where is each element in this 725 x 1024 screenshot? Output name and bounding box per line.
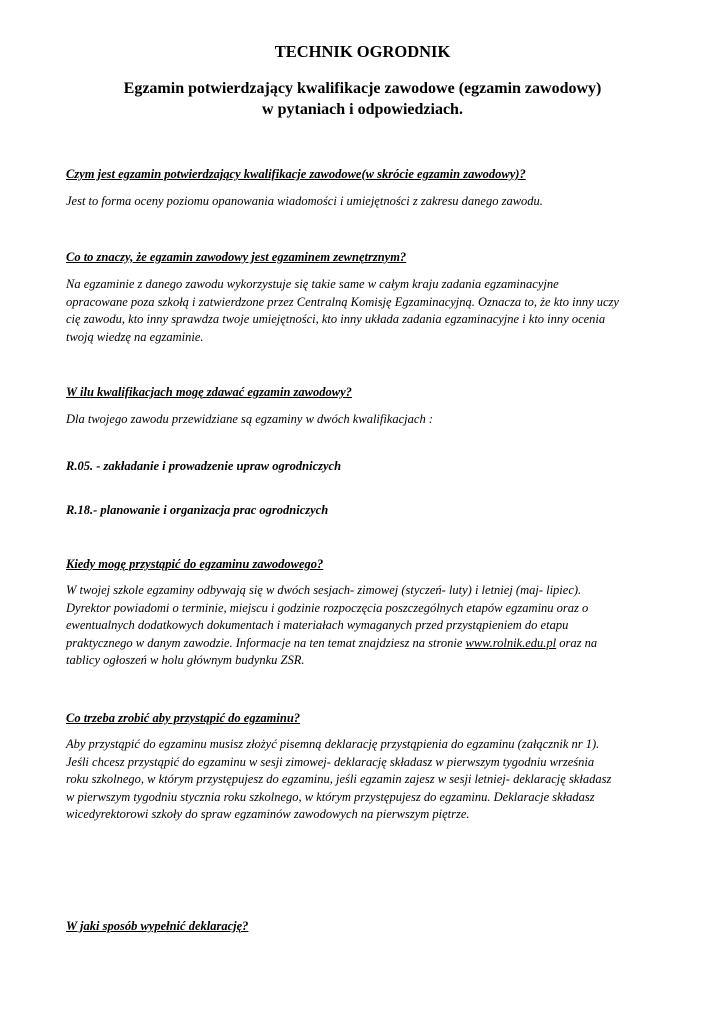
answer-5-line-2: Jeśli chcesz przystąpić do egzaminu w sesji zimowej- deklarację składasz w pierwszym tygodniu września [66, 754, 595, 769]
answer-5-line-4: w pierwszym tygodniu stycznia roku szkolnego, w którym przystępujesz do egzaminu. Deklaracje składasz [66, 789, 595, 804]
answer-3-line-1: Dla twojego zawodu przewidziane są egzaminy w dwóch kwalifikacjach : [66, 412, 433, 426]
answer-4-line-1: W twojej szkole egzaminy odbywają się w dwóch sesjach- zimowej (styczeń- luty) i letniej (maj- lipiec). [66, 583, 582, 597]
document-subtitle [0, 78, 725, 120]
question-2: Co to znaczy, że egzamin zawodowy jest egzaminem zewnętrznym? [66, 250, 407, 264]
answer-4-line-3: ewentualnych dodatkowych dokumentach i materiałach wymaganych przed przystąpieniem do etapu [66, 618, 569, 633]
question-1: Czym jest egzamin potwierdzający kwalifikacje zawodowe(w skrócie egzamin zawodowy)? [66, 167, 526, 181]
answer-4-line-5: tablicy ogłoszeń w holu głównym budynku ZSR. [66, 653, 305, 668]
answer-1 [66, 193, 666, 211]
answer-1-line-1: Jest to forma oceny poziomu opanowania wiadomości i umiejętności z zakresu danego zawodu. [66, 194, 543, 208]
question-4: Kiedy mogę przystąpić do egzaminu zawodowego? [66, 557, 324, 571]
question-6: W jaki sposób wypełnić deklarację? [66, 919, 249, 933]
answer-5-line-3: roku szkolnego, w którym przystępujesz do egzaminu, jeśli egzamin zajesz w sesji letniej- deklarację składasz [66, 772, 612, 787]
subtitle-line-1: Egzamin potwierdzający kwalifikacje zawodowe (egzamin zawodowy) [123, 80, 602, 97]
answer-5-line-5: wicedyrektorowi szkoły do spraw egzaminów zawodowych na pierwszym piętrze. [66, 807, 470, 822]
question-5: Co trzeba zrobić aby przystąpić do egzaminu? [66, 711, 301, 725]
qualification-r18: R.18.- planowanie i organizacja prac ogrodniczych [66, 503, 329, 517]
answer-2-line-4: twoją wiedzę na egzaminie. [66, 329, 204, 344]
answer-2-line-3: cię zawodu, kto inny sprawdza twoje umiejętności, kto inny układa zadania egzaminacyjne i kto inny ocenia [66, 312, 606, 327]
answer-2-line-1: Na egzaminie z danego zawodu wykorzystuje się takie same w całym kraju zadania egzaminacyjne [66, 277, 559, 291]
answer-4-line-4 [66, 635, 666, 653]
answer-2 [66, 276, 666, 346]
answer-4-line-4-text: praktycznego w danym zawodzie. Informacje na ten temat znajdziesz na stronie [66, 635, 466, 650]
answer-4 [66, 582, 666, 670]
rolnik-website-link[interactable]: www.rolnik.edu.pl [465, 635, 557, 650]
question-3: W ilu kwalifikacjach mogę zdawać egzamin zawodowy? [66, 385, 352, 399]
answer-4-line-2: Dyrektor powiadomi o terminie, miejscu i godzinie rozpoczęcia poszczególnych etapów egzaminu oraz o [66, 600, 589, 615]
answer-2-line-2: opracowane poza szkołą i zatwierdzone przez Centralną Komisję Egzaminacyjną. Oznacza to, że kto inny uczy [66, 294, 619, 309]
document-title: TECHNIK OGRODNIK [274, 42, 451, 61]
qualification-r05: R.05. - zakładanie i prowadzenie upraw ogrodniczych [66, 459, 342, 473]
answer-5 [66, 736, 666, 824]
answer-3 [66, 411, 666, 429]
answer-5-line-1: Aby przystąpić do egzaminu musisz złożyć pisemną deklarację przystąpienia do egzaminu (załącznik nr 1). [66, 737, 600, 751]
answer-4-line-4-tail: oraz na [556, 635, 598, 650]
subtitle-line-2: w pytaniach i odpowiedziach. [262, 101, 463, 118]
